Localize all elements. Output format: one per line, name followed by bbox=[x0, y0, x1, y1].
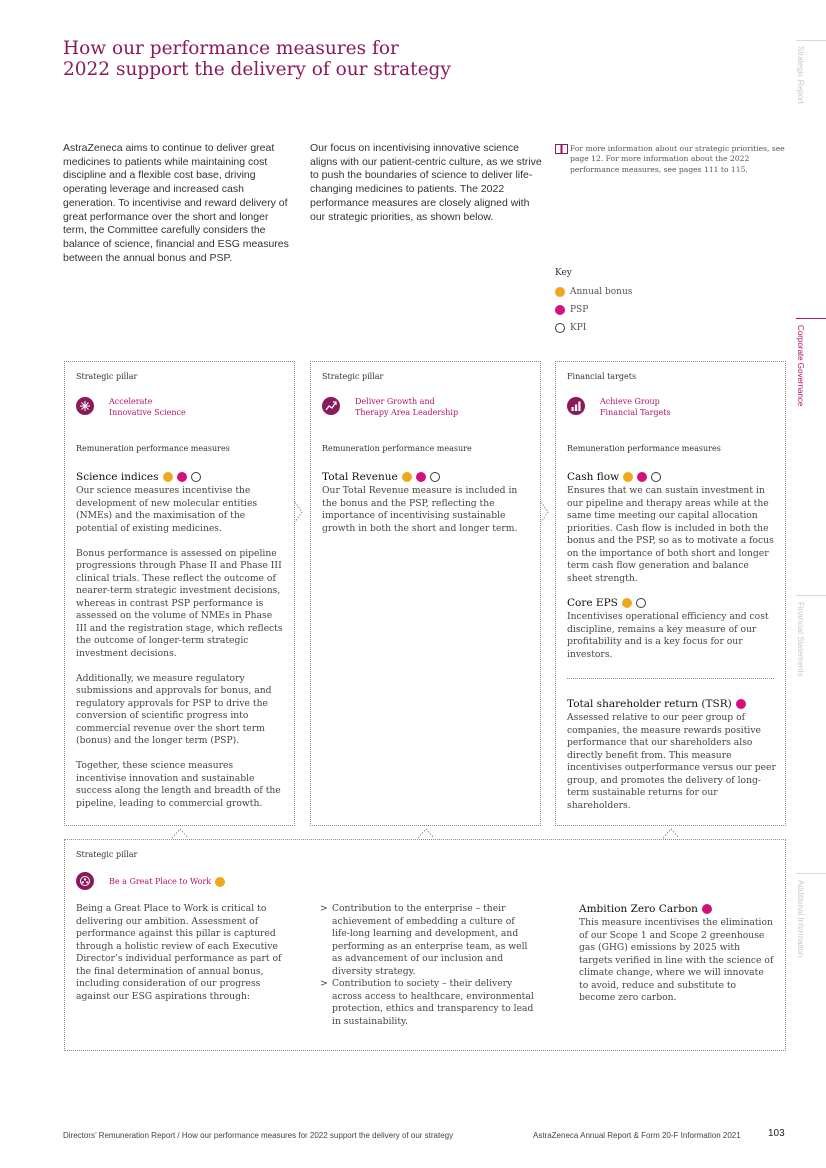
measure-core-eps: Core EPS bbox=[567, 597, 646, 609]
annual-bonus-dot-icon bbox=[402, 472, 412, 482]
pillar-name: Be a Great Place to Work bbox=[109, 876, 225, 887]
kpi-circle-icon bbox=[636, 598, 646, 608]
sidebar-divider bbox=[796, 873, 826, 874]
info-note bbox=[555, 144, 785, 175]
annual-bonus-dot-icon bbox=[215, 877, 225, 887]
psp-dot-icon bbox=[702, 904, 712, 914]
info-note-text: For more information about our strategic priorities, see page 12. For more information about the 2022 performance measures, see pages 111 to 115. bbox=[570, 144, 785, 174]
card-label: Strategic pillar bbox=[76, 372, 138, 381]
kpi-circle-icon bbox=[191, 472, 201, 482]
sidebar-divider bbox=[796, 595, 826, 596]
list-item: > Contribution to the enterprise – their achievement of embedding a culture of life-long learning and development, and performing as an enterprise team, as well as advancement of our inclusion and diversity strategy. bbox=[320, 903, 528, 977]
growth-chart-icon bbox=[322, 397, 340, 415]
section-label: Remuneration performance measures bbox=[567, 444, 721, 453]
psp-dot-icon bbox=[416, 472, 426, 482]
page-number: 103 bbox=[768, 1128, 785, 1139]
molecule-icon bbox=[76, 397, 94, 415]
key-title: Key bbox=[555, 268, 572, 278]
psp-dot-icon bbox=[637, 472, 647, 482]
sidebar-item-strategic-report[interactable]: Strategic Report bbox=[796, 46, 805, 104]
measure-ambition-zero-carbon: Ambition Zero Carbon bbox=[579, 903, 712, 915]
measure-science-indices: Science indices bbox=[76, 471, 201, 483]
card-label: Financial targets bbox=[567, 372, 637, 381]
book-icon bbox=[555, 144, 568, 154]
psp-dot-icon bbox=[177, 472, 187, 482]
intro-column-2: Our focus on incentivising innovative science aligns with our patient-centric culture, as we strive to push the boundaries of science to deliver life-changing medicines to patients. The 2022 performance measures are closely aligned with our strategic priorities, as shown below. bbox=[310, 142, 542, 223]
card-deliver-growth bbox=[310, 361, 541, 826]
psp-dot-icon bbox=[736, 699, 746, 709]
card-accelerate-innovative-science bbox=[64, 361, 295, 826]
pillar-name: Deliver Growth and Therapy Area Leadership bbox=[355, 397, 459, 417]
legend-key bbox=[555, 268, 632, 337]
total-revenue-body: Our Total Revenue measure is included in the bonus and the PSP, reflecting the importance of incentivising sustainable growth in both the short and longer term. bbox=[322, 485, 518, 534]
chevron-right-icon bbox=[539, 500, 551, 524]
chevron-right-icon bbox=[293, 500, 305, 524]
bar-chart-icon bbox=[567, 397, 585, 415]
page-title-line2: 2022 support the delivery of our strategy bbox=[63, 59, 451, 80]
section-divider bbox=[567, 678, 774, 679]
card-label: Strategic pillar bbox=[322, 372, 384, 381]
intro-column-1: AstraZeneca aims to continue to deliver great medicines to patients while maintaining cost discipline and a flexible cost base, driving operating leverage and increased cash generation. To incentivise and reward delivery of great performance over the short and longer term, the Committee carefully considers the balance of science, financial and ESG measures between the annual bonus and PSP. bbox=[63, 142, 289, 264]
sidebar-item-financial-statements[interactable]: Financial Statements bbox=[796, 602, 805, 677]
people-icon bbox=[76, 872, 94, 890]
key-item-psp: PSP bbox=[555, 301, 632, 319]
annual-bonus-dot-icon bbox=[555, 287, 565, 297]
azc-body: This measure incentivises the elimination of our Scope 1 and Scope 2 greenhouse gas (GHG) emissions by 2025 with targets verified in line with the science of climate change, where we will innovate to avoid, reduce and substitute to become zero carbon. bbox=[579, 917, 774, 1003]
cash-flow-body: Ensures that we can sustain investment in our pipeline and therapy areas while at the same time meeting our capital allocation priorities. Cash flow is included in both the bonus and the PSP, so as to motivate a focus on the importance of both short and longer term cash flow generation and balance sheet strength. bbox=[567, 485, 774, 584]
page-title-line1: How our performance measures for bbox=[63, 38, 399, 59]
measure-cash-flow: Cash flow bbox=[567, 471, 661, 483]
sidebar-item-additional-information[interactable]: Additional Information bbox=[796, 880, 805, 958]
tsr-body: Assessed relative to our peer group of companies, the measure rewards positive performance that our shareholders also directly benefit from. This measure incentivises outperformance versus our peer group, and promotes the delivery of long-term sustainable returns for our shareholders. bbox=[567, 712, 776, 811]
card-label: Strategic pillar bbox=[76, 850, 138, 859]
measure-tsr: Total shareholder return (TSR) bbox=[567, 698, 746, 710]
list-item: > Contribution to society – their delivery across access to healthcare, environmental protection, ethics and transparency to lead in sustainability. bbox=[320, 978, 534, 1027]
chevron-up-icon bbox=[661, 827, 681, 839]
psp-dot-icon bbox=[555, 305, 565, 315]
annual-bonus-dot-icon bbox=[622, 598, 632, 608]
sidebar-divider-active bbox=[796, 318, 826, 319]
work-body: Being a Great Place to Work is critical to delivering our ambition. Assessment of performance against this pillar is captured through a holistic review of each Executive Director’s individual performance as part of the final determination of annual bonus, including consideration of our progress against our ESG aspirations through: bbox=[76, 903, 282, 1002]
annual-bonus-dot-icon bbox=[163, 472, 173, 482]
measure-total-revenue: Total Revenue bbox=[322, 471, 440, 483]
card-financial-targets bbox=[555, 361, 786, 826]
sidebar-item-corporate-governance[interactable]: Corporate Governance bbox=[796, 325, 805, 407]
footer-publication: AstraZeneca Annual Report & Form 20-F Information 2021 bbox=[533, 1131, 741, 1140]
key-item-kpi: KPI bbox=[555, 319, 632, 337]
footer-breadcrumb: Directors’ Remuneration Report / How our performance measures for 2022 support the delivery of our strategy bbox=[63, 1131, 454, 1140]
sidebar-divider bbox=[796, 40, 826, 41]
chevron-up-icon bbox=[416, 827, 436, 839]
core-eps-body: Incentivises operational efficiency and cost discipline, remains a key measure of our profitability and is a key focus for our investors. bbox=[567, 611, 769, 660]
section-label: Remuneration performance measure bbox=[322, 444, 472, 453]
kpi-circle-icon bbox=[555, 323, 565, 333]
kpi-circle-icon bbox=[430, 472, 440, 482]
pillar-name: Accelerate Innovative Science bbox=[109, 397, 186, 417]
section-label: Remuneration performance measures bbox=[76, 444, 230, 453]
kpi-circle-icon bbox=[651, 472, 661, 482]
chevron-up-icon bbox=[170, 827, 190, 839]
page-title bbox=[63, 38, 563, 80]
pillar-name: Achieve Group Financial Targets bbox=[600, 397, 671, 417]
science-body: Our science measures incentivise the development of new molecular entities (NMEs) and the maximisation of the potential of existing medicines. Bonus performance is assessed on pipeline progressions through Phase II and Phase III clinical trials. These reflect the outcome of nearer-term strategic investment decisions, whereas in contrast PSP performance is assessed on the volume of NMEs in Phase III and the registration stage, which reflects the outcome of longer-term strategic investment decisions. Additionally, we measure regulatory submissions and approvals for bonus, and regulatory approvals for PSP to drive the conversion of scientific progress into commercial revenue over the short term (bonus) and the longer term (PSP). Together, these science measures incentivise innovation and sustainable success along the length and breadth of the pipeline, leading to commercial growth. bbox=[76, 485, 283, 809]
key-item-annual-bonus: Annual bonus bbox=[555, 283, 632, 301]
annual-bonus-dot-icon bbox=[623, 472, 633, 482]
esg-bullet-list bbox=[320, 903, 535, 1028]
